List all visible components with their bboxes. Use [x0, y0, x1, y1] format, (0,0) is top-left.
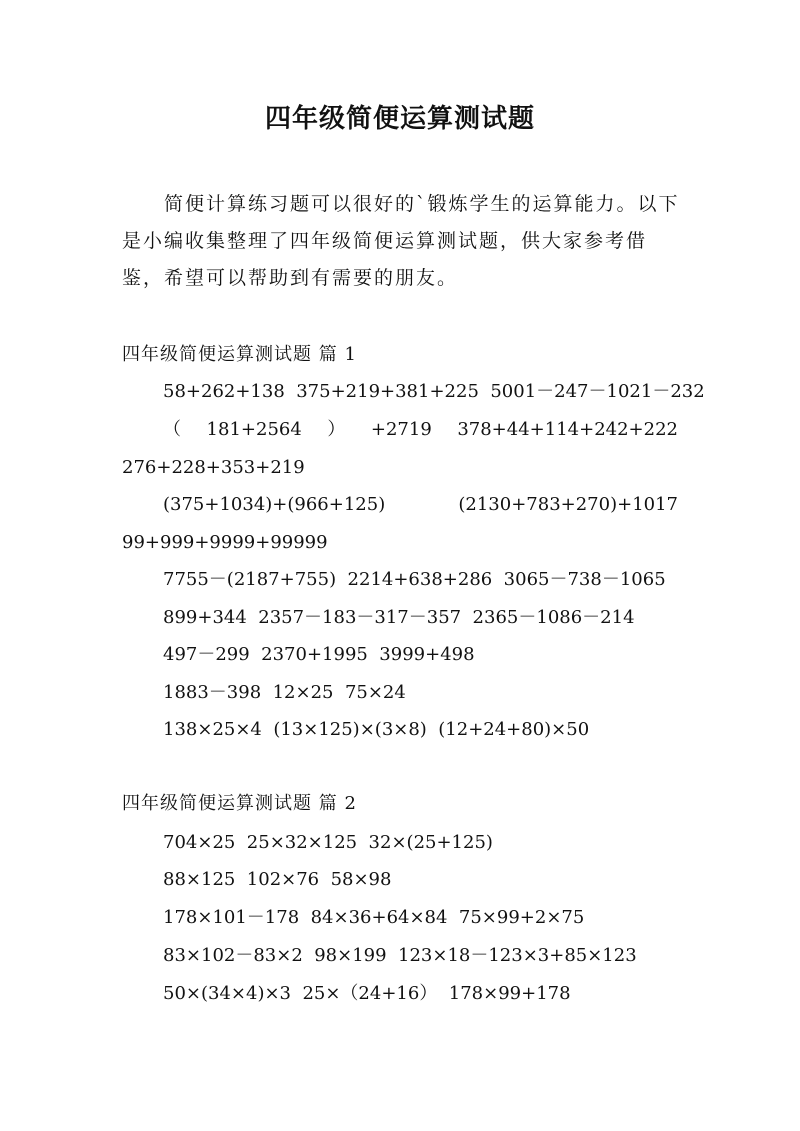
section-1-line-2-part-4: +2719: [370, 419, 432, 440]
section-1-line-2-part-5: 378+44+114+242+222: [457, 419, 678, 440]
section-2-line-4: 83×102－83×2 98×199 123×18－123×3+85×123: [163, 945, 637, 966]
section-1-line-8: 497－299 2370+1995 3999+498: [163, 644, 475, 665]
section-1-line-5: 99+999+9999+99999: [122, 532, 328, 553]
section-1-line-7: 899+344 2357－183－317－357 2365－1086－214: [163, 607, 635, 628]
intro-paragraph: 简便计算练习题可以很好的`锻炼学生的运算能力。以下是小编收集整理了四年级简便运算测试题，供大家参考借鉴，希望可以帮助到有需要的朋友。: [122, 193, 680, 289]
section-2-line-5: 50×(34×4)×3 25×（24+16） 178×99+178: [163, 983, 571, 1004]
document-title: 四年级简便运算测试题: [264, 104, 535, 134]
section-1-line-2: [163, 417, 678, 443]
section-1-line-2-part-3: ）: [327, 419, 346, 440]
section-1-line-2-part-2: 181+2564: [206, 419, 302, 440]
section-1-heading: 四年级简便运算测试题 篇 1: [122, 344, 357, 365]
section-1-line-4-part-2: (2130+783+270)+1017: [458, 494, 678, 515]
section-1-line-6: 7755－(2187+755) 2214+638+286 3065－738－1065: [163, 569, 666, 590]
section-1-line-10: 138×25×4 (13×125)×(3×8) (12+24+80)×50: [163, 719, 590, 740]
section-1-line-4-part-1: (375+1034)+(966+125): [163, 494, 386, 515]
section-1-line-4: [163, 492, 678, 518]
section-2-heading: 四年级简便运算测试题 篇 2: [122, 793, 357, 814]
section-1-line-1: 58+262+138 375+219+381+225 5001－247－1021－232: [163, 381, 705, 402]
section-1-line-2-part-1: （: [163, 419, 181, 440]
section-1-line-3: 276+228+353+219: [122, 457, 305, 478]
section-1-line-9: 1883－398 12×25 75×24: [163, 682, 406, 703]
section-2-line-3: 178×101－178 84×36+64×84 75×99+2×75: [163, 907, 585, 928]
section-2-line-1: 704×25 25×32×125 32×(25+125): [163, 832, 493, 853]
section-2-line-2: 88×125 102×76 58×98: [163, 869, 392, 890]
